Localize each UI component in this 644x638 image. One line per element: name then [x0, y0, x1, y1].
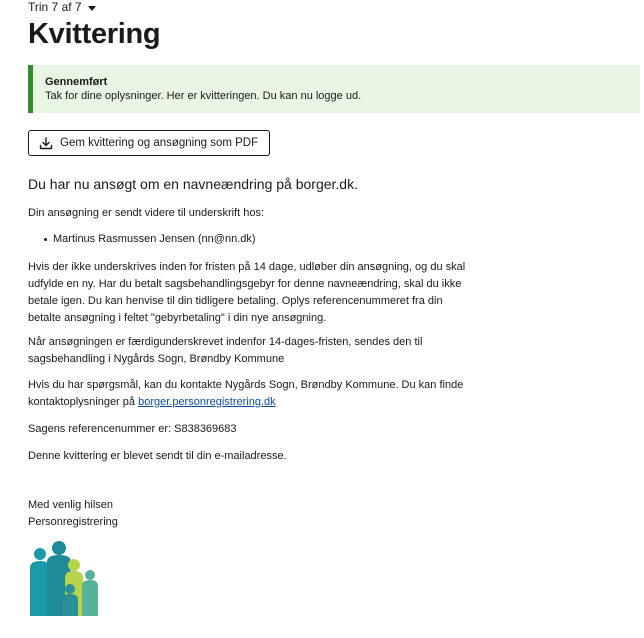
recipient-list — [28, 231, 256, 248]
sent-to-intro: Din ansøgning er sendt videre til underskrift hos: — [28, 207, 265, 219]
deadline-paragraph: Hvis der ikke underskrives inden for fristen på 14 dage, udløber din ansøgning, og du skal udfylde en ny. Har du betalt sagsbehandlingsgebyr for denne navneændring, skal du ikke betale igen. Du kan henvise til din tidligere betaling. Oplys referencenummeret fra din betalte ansøgning i feltet "gebyrbetaling" i din nye ansøgning. — [28, 261, 466, 324]
sender-name: Personregistrering — [28, 516, 118, 528]
success-alert — [28, 65, 640, 113]
step-label: Trin 7 af 7 — [28, 0, 82, 14]
list-item: Martinus Rasmussen Jensen (nn@nn.dk) — [53, 231, 256, 248]
closing-greeting: Med venlig hilsen — [28, 499, 113, 511]
reference-number: Sagens referencenummer er: S838369683 — [28, 423, 237, 435]
alert-title: Gennemført — [45, 76, 108, 88]
chevron-down-icon — [88, 6, 96, 11]
alert-message: Tak for dine oplysninger. Her er kvitteringen. Du kan nu logge ud. — [45, 90, 362, 102]
save-pdf-label: Gem kvittering og ansøgning som PDF — [60, 137, 259, 149]
page-title: Kvittering — [28, 18, 161, 50]
questions-paragraph — [28, 377, 468, 411]
email-notice: Denne kvittering er blevet sendt til din e-mailadresse. — [28, 450, 287, 462]
lead-text: Du har nu ansøgt om en navneændring på borger.dk. — [28, 176, 358, 192]
processing-paragraph: Når ansøgningen er færdigunderskrevet indenfor 14-dages-fristen, sendes den til sagsbehandling i Nygårds Sogn, Brøndby Kommune — [28, 336, 423, 365]
questions-text: Hvis du har spørgsmål, kan du kontakte Nygårds Sogn, Brøndby Kommune. Du kan finde kontaktoplysninger på — [28, 379, 464, 408]
contact-link[interactable]: borger.personregistrering.dk — [138, 396, 276, 408]
download-icon — [39, 137, 53, 150]
save-pdf-button[interactable] — [28, 130, 270, 156]
step-indicator[interactable] — [28, 0, 96, 14]
people-family-logo-icon — [28, 540, 102, 621]
